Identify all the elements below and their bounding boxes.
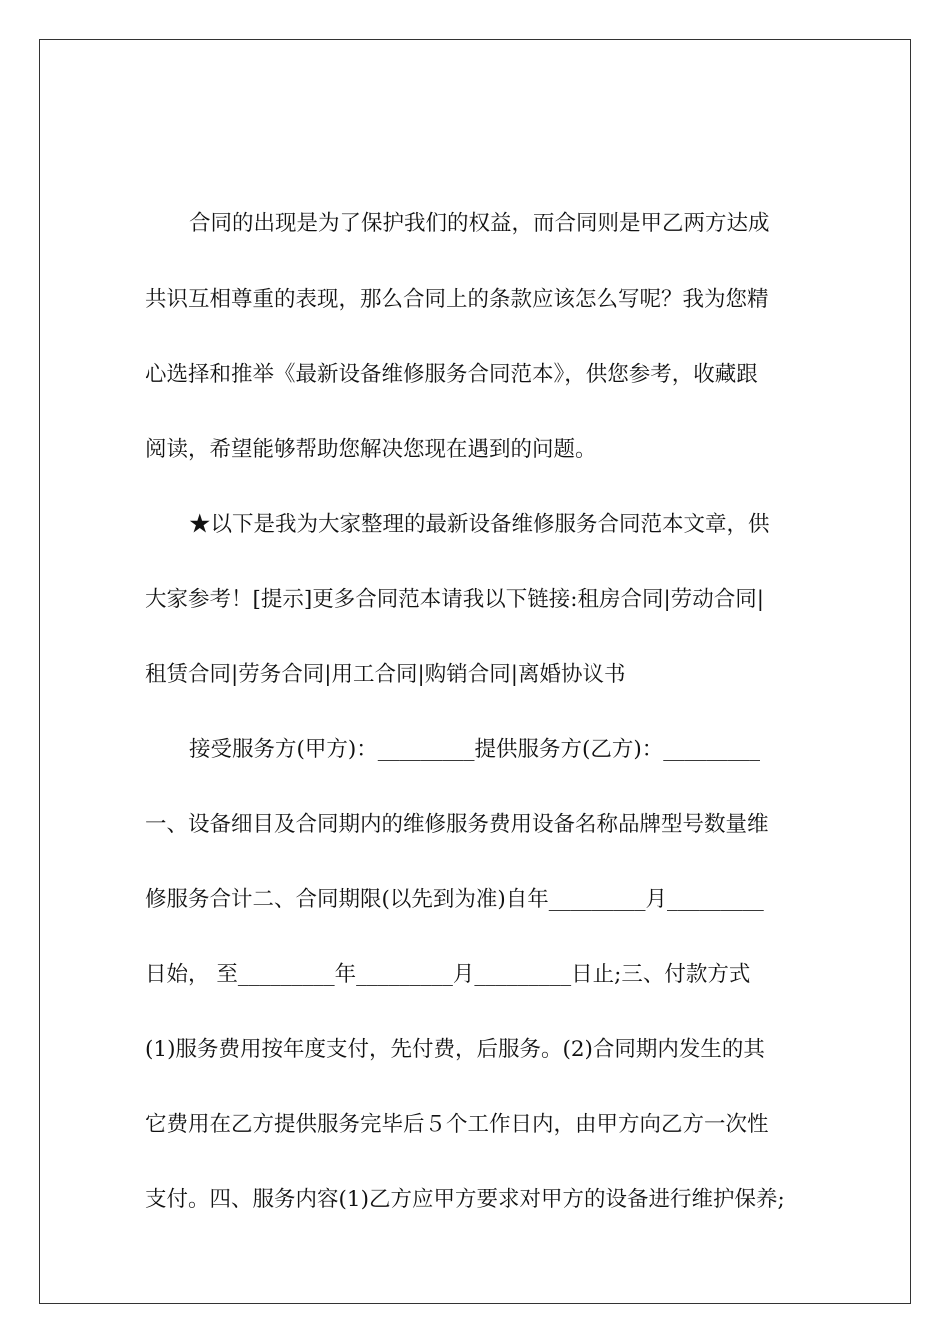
paragraph-line: ★以下是我为大家整理的最新设备维修服务合同范本文章，供 [189, 512, 770, 537]
paragraph-line: 租赁合同|劳务合同|用工合同|购销合同|离婚协议书 [145, 662, 626, 687]
paragraph-line: 阅读，希望能够帮助您解决您现在遇到的问题。 [145, 437, 597, 462]
paragraph-line: 它费用在乙方提供服务完毕后５个工作日内，由甲方向乙方一次性 [145, 1112, 769, 1137]
paragraph-line: (1)服务费用按年度支付，先付费，后服务。(2)合同期内发生的其 [145, 1037, 765, 1062]
paragraph-line: 合同的出现是为了保护我们的权益，而合同则是甲乙两方达成 [189, 211, 770, 236]
paragraph-line: 日始， 至_________年_________月_________日止;三、付款方式 [145, 962, 751, 987]
paragraph-line: 支付。四、服务内容(1)乙方应甲方要求对甲方的设备进行维护保养; [145, 1187, 785, 1212]
paragraph-line: 接受服务方(甲方)：_________提供服务方(乙方)：_________ [189, 737, 761, 762]
paragraph-line: 心选择和推举《最新设备维修服务合同范本》，供您参考，收藏跟 [145, 362, 758, 387]
paragraph-line: 共识互相尊重的表现，那么合同上的条款应该怎么写呢？我为您精 [145, 287, 769, 312]
paragraph-line: 一、设备细目及合同期内的维修服务费用设备名称品牌型号数量维 [145, 812, 769, 837]
paragraph-line: 大家参考！[提示]更多合同范本请我以下链接:租房合同|劳动合同| [145, 587, 765, 612]
paragraph-line: 修服务合计二、合同期限(以先到为准)自年_________月_________ [145, 887, 764, 912]
